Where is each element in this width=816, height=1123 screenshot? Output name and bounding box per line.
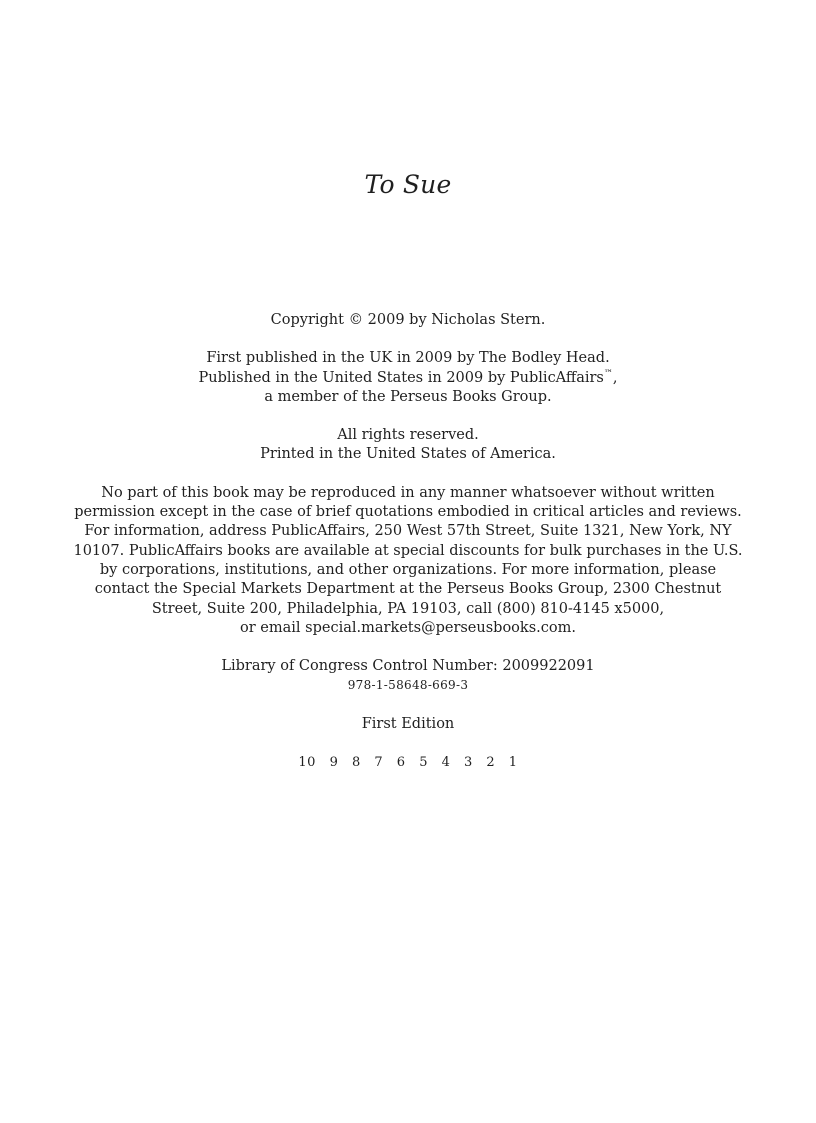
dedication: To Sue (364, 170, 452, 199)
permissions-paragraph (60, 484, 756, 638)
us-publication-text: Published in the United States in 2009 by PublicAffairs (198, 369, 604, 386)
isbn: 978-1-58648-669-3 (347, 678, 469, 693)
publication-paragraph (60, 349, 756, 407)
copyright-notice: Copyright © 2009 by Nicholas Stern. (270, 312, 546, 328)
copyright-notice-paragraph (60, 311, 756, 330)
rights-paragraph (60, 426, 756, 465)
permissions-line: permission except in the case of brief quotations embodied in critical articles and reviews. (74, 504, 742, 521)
printer-key: 10 9 8 7 6 5 4 3 2 1 (298, 755, 518, 771)
permissions-line: Street, Suite 200, Philadelphia, PA 19103, call (800) 810-4145 x5000, (151, 600, 665, 617)
permissions-line: or email special.markets@perseusbooks.com. (240, 619, 576, 636)
copyright-block (60, 311, 756, 791)
permissions-line: For information, address PublicAffairs, 250 West 57th Street, Suite 1321, New York, NY (84, 523, 732, 540)
print-line-paragraph (60, 753, 756, 772)
library-of-congress-number: Library of Congress Control Number: 2009922091 (221, 658, 595, 675)
printed-in-line: Printed in the United States of America. (260, 446, 556, 463)
edition: First Edition (361, 715, 455, 732)
us-publication-suffix: , (612, 369, 618, 386)
permissions-line: No part of this book may be reproduced in any manner whatsoever without written (101, 484, 715, 501)
uk-publication-line: First published in the UK in 2009 by The Bodley Head. (206, 350, 610, 367)
us-publication-line (60, 369, 756, 388)
permissions-line: by corporations, institutions, and other organizations. For more information, please (99, 561, 717, 578)
rights-reserved: All rights reserved. (337, 427, 479, 444)
trademark-symbol: ™ (603, 368, 613, 379)
edition-paragraph (60, 715, 756, 734)
permissions-line: contact the Special Markets Department at the Perseus Books Group, 2300 Chestnut (94, 581, 722, 598)
library-paragraph (60, 657, 756, 696)
permissions-line: 10107. PublicAffairs books are available at special discounts for bulk purchases in the U.S. (73, 542, 743, 559)
publisher-group-line: a member of the Perseus Books Group. (264, 388, 552, 405)
